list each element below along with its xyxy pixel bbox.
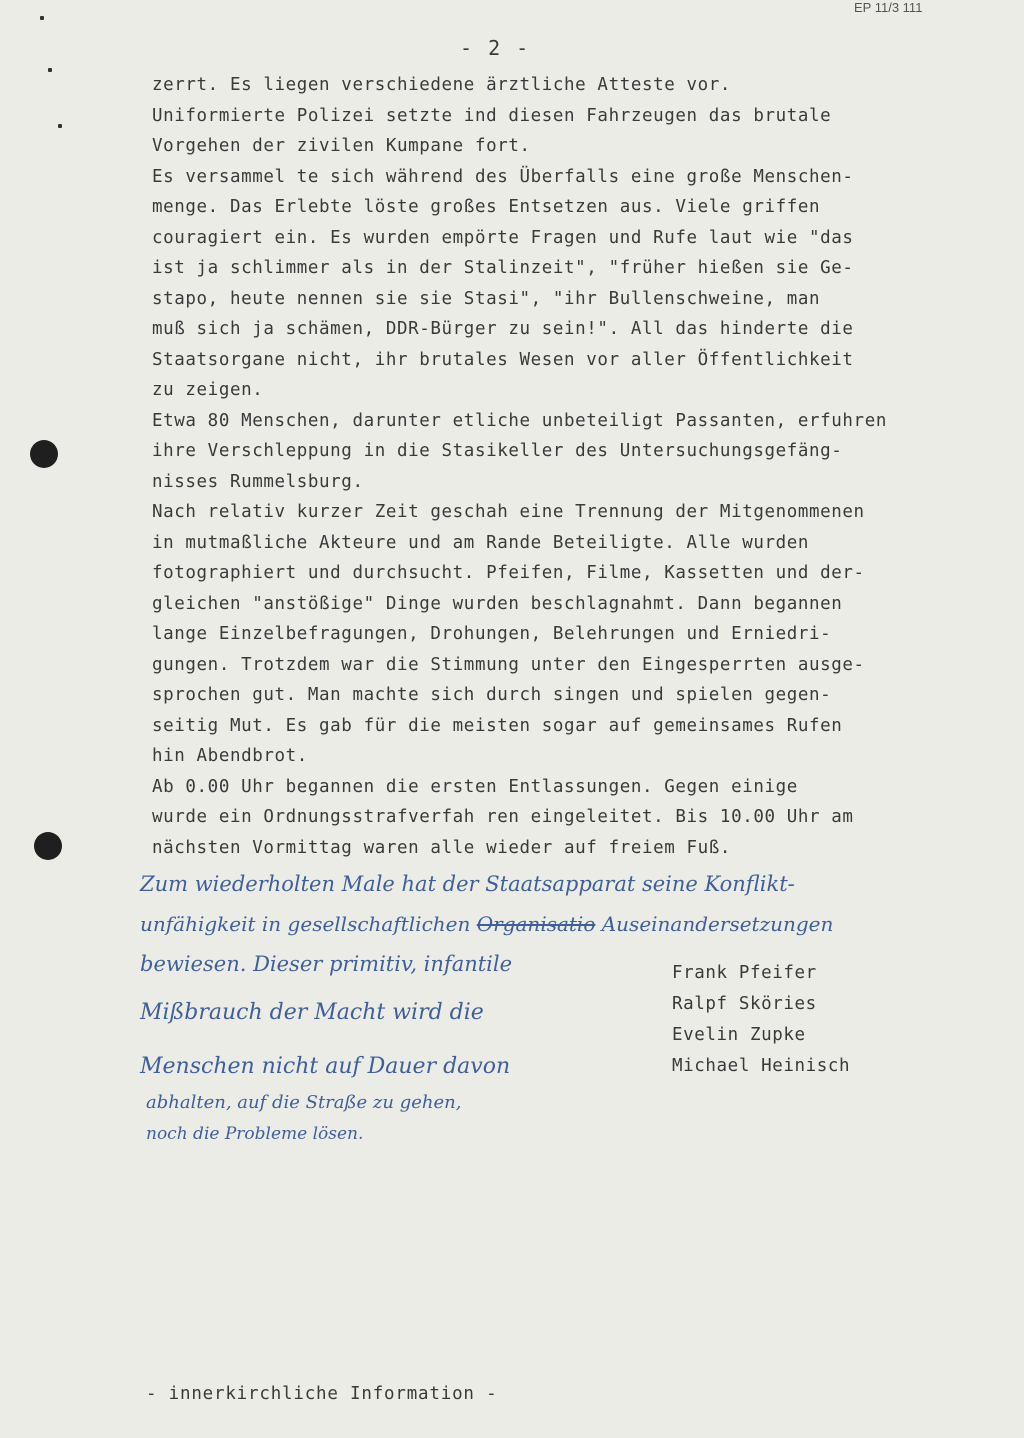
handwritten-fragment: unfähigkeit in gesellschaftlichen <box>140 912 471 936</box>
text-line: gungen. Trotzdem war die Stimmung unter den Eingesperrten ausge- <box>152 654 865 675</box>
archive-reference: EP 11/3 111 <box>854 0 923 15</box>
text-line: nisses Rummelsburg. <box>152 471 364 492</box>
handwritten-line <box>140 912 1000 936</box>
margin-mark <box>58 124 62 128</box>
handwritten-line: noch die Probleme lösen. <box>146 1124 364 1144</box>
text-line: nächsten Vormittag waren alle wieder auf freiem Fuß. <box>152 837 732 858</box>
punch-hole <box>34 832 62 860</box>
signatory-name: Michael Heinisch <box>672 1056 851 1076</box>
footer-note: - innerkirchliche Information - <box>146 1384 498 1404</box>
signature-block <box>672 958 850 1082</box>
text-line: gleichen "anstößige" Dinge wurden beschlagnahmt. Dann begannen <box>152 593 843 614</box>
text-line: menge. Das Erlebte löste großes Entsetzen aus. Viele griffen <box>152 197 821 217</box>
text-line: couragiert ein. Es wurden empörte Fragen und Rufe laut wie "das <box>152 227 854 248</box>
signatory-name: Ralpf Sköries <box>672 994 817 1014</box>
text-line: zerrt. Es liegen verschiedene ärztliche Atteste vor. <box>152 75 732 95</box>
struck-through-word: Organisatio <box>476 912 596 936</box>
handwritten-line: abhalten, auf die Straße zu gehen, <box>146 1092 462 1113</box>
handwritten-line: Mißbrauch der Macht wird die <box>140 1000 484 1025</box>
text-line: seitig Mut. Es gab für die meisten sogar auf gemeinsames Rufen <box>152 715 843 736</box>
text-line: Etwa 80 Menschen, darunter etliche unbeteiligt Passanten, erfuhren <box>152 410 887 431</box>
text-line: zu zeigen. <box>152 380 264 400</box>
text-line: fotographiert und durchsucht. Pfeifen, Filme, Kassetten und der- <box>152 563 865 583</box>
text-line: Staatsorgane nicht, ihr brutales Wesen vor aller Öffentlichkeit <box>152 349 854 370</box>
text-line: Vorgehen der zivilen Kumpane fort. <box>152 136 531 156</box>
text-line: ist ja schlimmer als in der Stalinzeit", "früher hießen sie Ge- <box>152 258 854 278</box>
text-line: ihre Verschleppung in die Stasikeller des Untersuchungsgefäng- <box>152 441 843 461</box>
handwritten-fragment: Auseinandersetzungen <box>601 912 834 936</box>
text-line: Ab 0.00 Uhr begannen die ersten Entlassungen. Gegen einige <box>152 776 798 797</box>
punch-hole <box>30 440 58 468</box>
text-line: hin Abendbrot. <box>152 746 308 766</box>
text-line: Nach relativ kurzer Zeit geschah eine Trennung der Mitgenommenen <box>152 502 865 522</box>
text-line: lange Einzelbefragungen, Drohungen, Belehrungen und Erniedri- <box>152 624 832 644</box>
signatory-name: Evelin Zupke <box>672 1025 806 1045</box>
text-line: Uniformierte Polizei setzte ind diesen Fahrzeugen das brutale <box>152 105 832 126</box>
handwritten-line: Menschen nicht auf Dauer davon <box>140 1054 511 1079</box>
text-line: stapo, heute nennen sie sie Stasi", "ihr Bullenschweine, man <box>152 288 821 309</box>
text-line: muß sich ja schämen, DDR-Bürger zu sein!". All das hinderte die <box>152 319 854 339</box>
text-line: Es versammel te sich während des Überfalls eine große Menschen- <box>152 166 854 187</box>
margin-mark <box>40 16 44 20</box>
signatory-name: Frank Pfeifer <box>672 963 817 983</box>
text-line: sprochen gut. Man machte sich durch singen und spielen gegen- <box>152 685 832 705</box>
text-line: in mutmaßliche Akteure und am Rande Beteiligte. Alle wurden <box>152 532 810 553</box>
typed-body-text <box>152 70 982 863</box>
handwritten-line: bewiesen. Dieser primitiv, infantile <box>140 952 513 976</box>
margin-mark <box>48 68 52 72</box>
page-number: - 2 - <box>460 36 531 60</box>
handwritten-line: Zum wiederholten Male hat der Staatsapparat seine Konflikt- <box>140 872 795 896</box>
text-line: wurde ein Ordnungsstrafverfah ren eingeleitet. Bis 10.00 Uhr am <box>152 807 854 827</box>
